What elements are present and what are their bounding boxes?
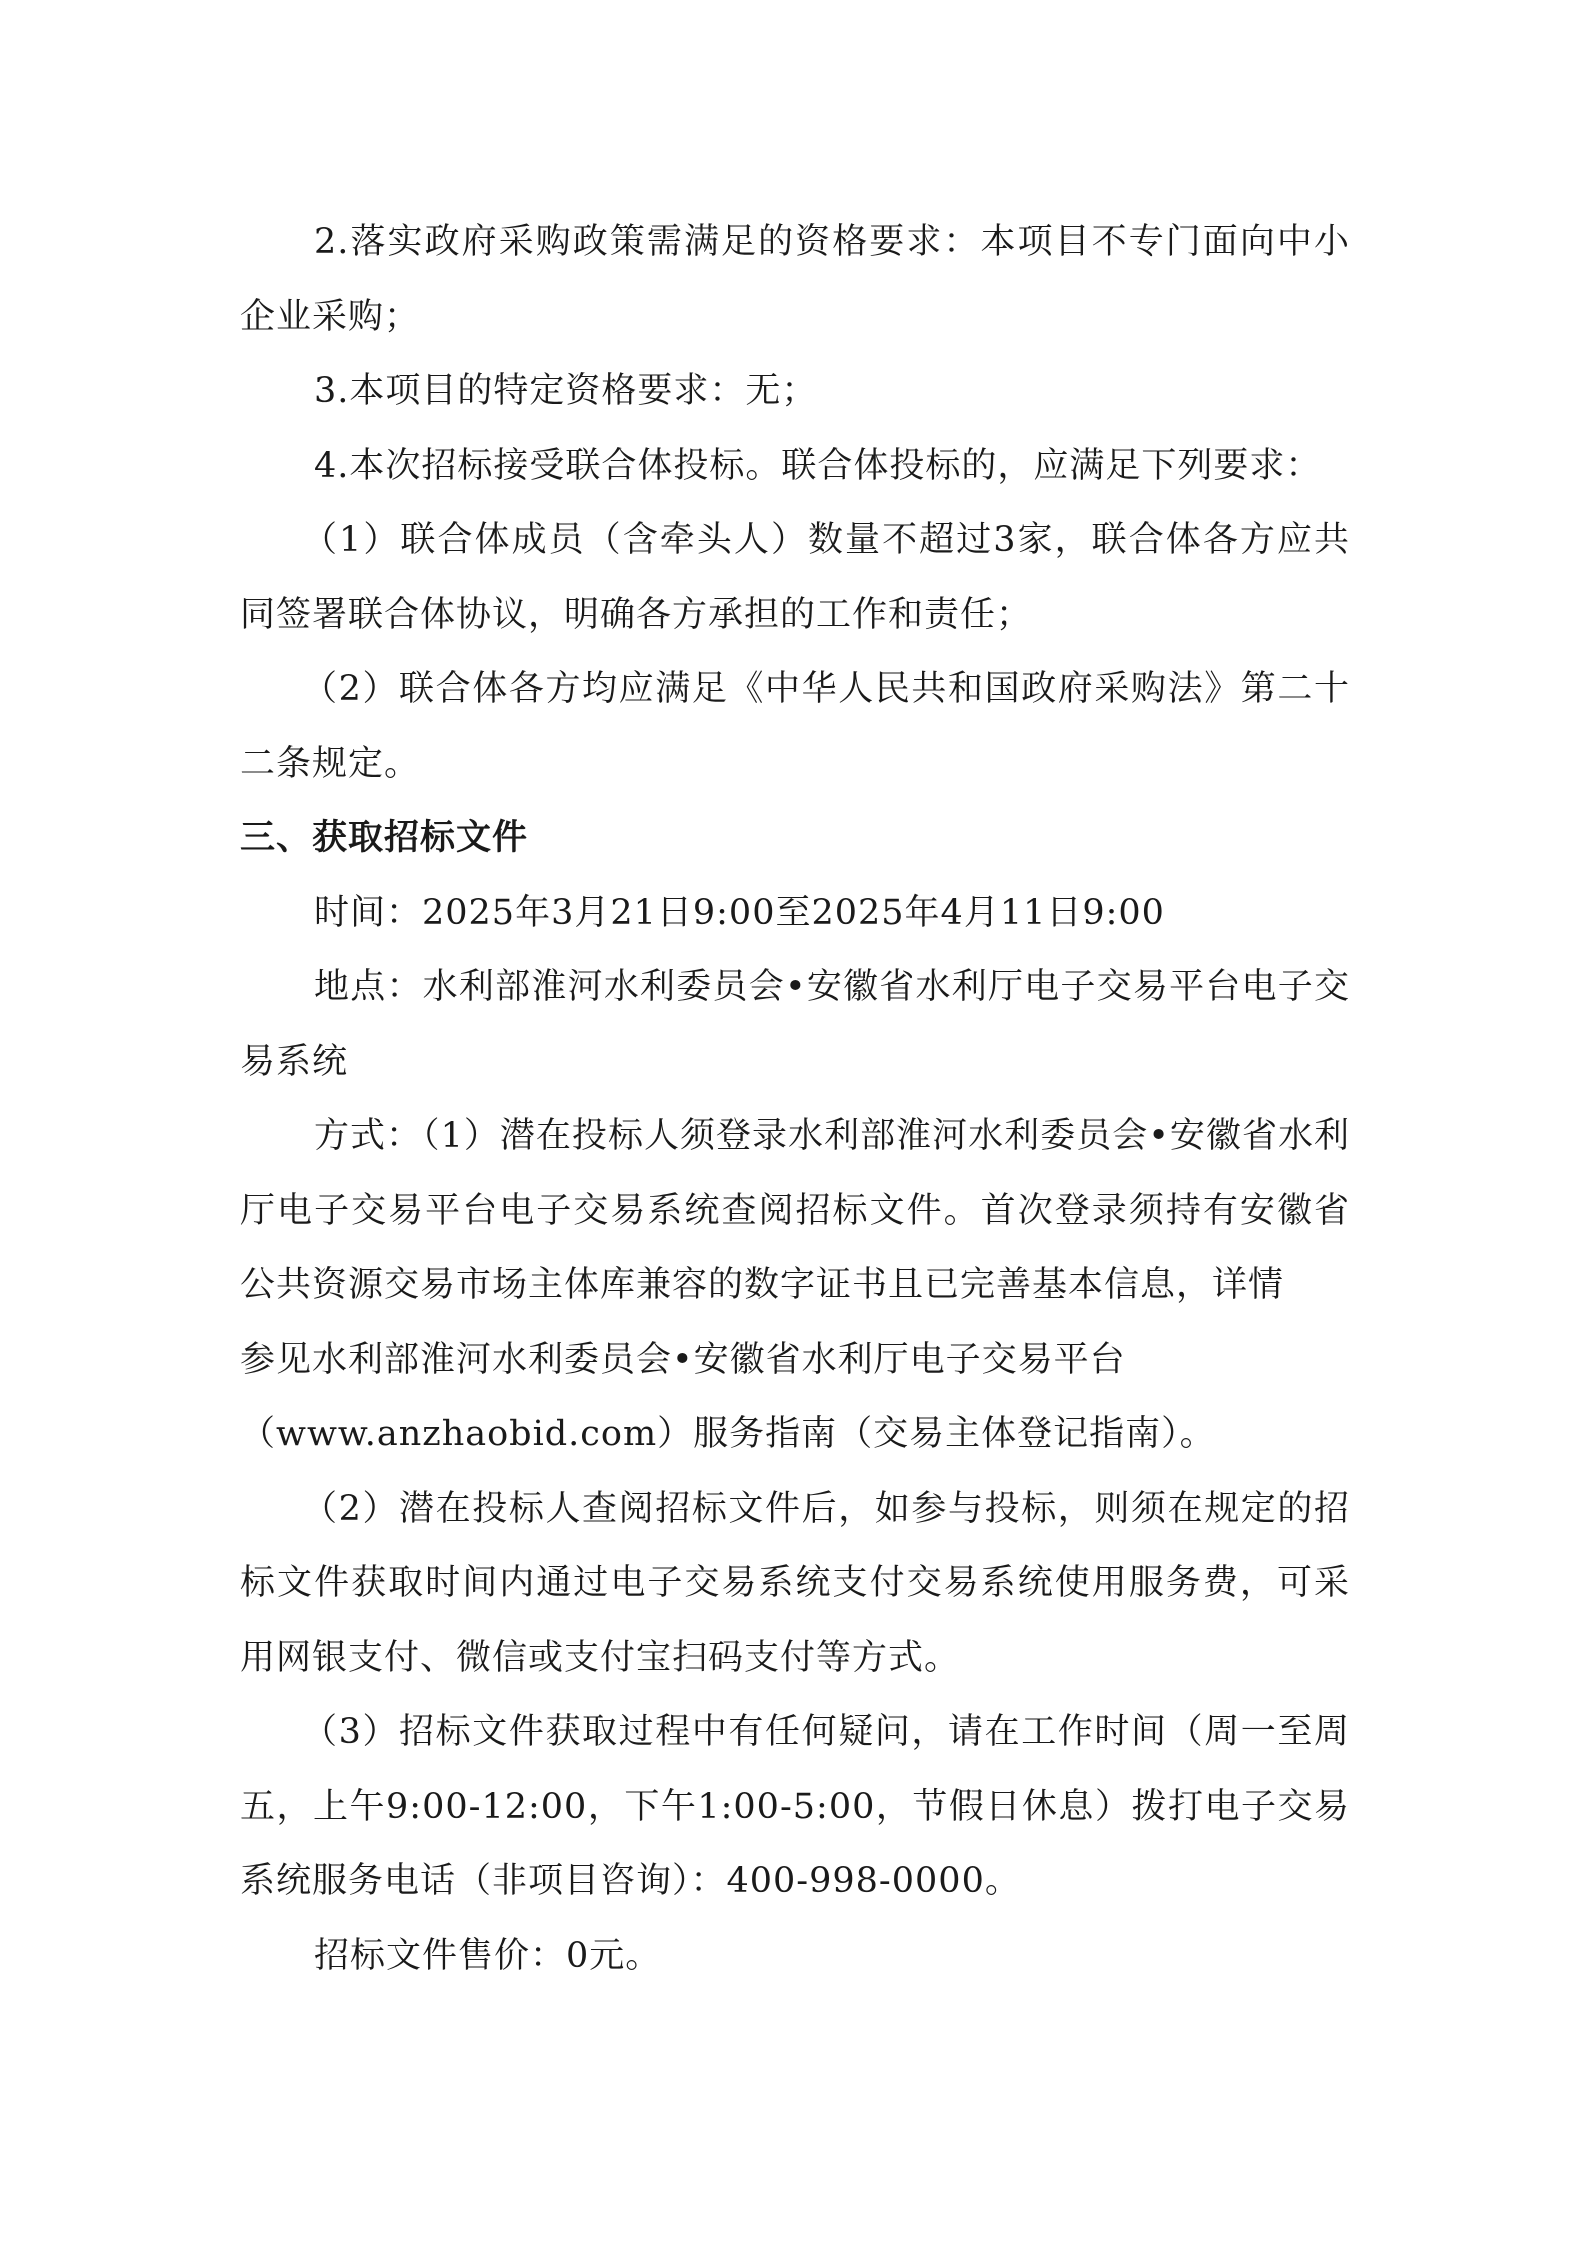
paragraph-qualification-3: 3.本项目的特定资格要求：无； <box>314 371 818 411</box>
section-heading: 三、获取招标文件 <box>240 818 529 858</box>
paragraph-consortium-2: （2）联合体各方均应满足《中华人民共和国政府采购法》第二十二条规定。 <box>240 669 1350 784</box>
paragraph-location: 地点：水利部淮河水利委员会•安徽省水利厅电子交易平台电子交易系统 <box>240 967 1350 1082</box>
paragraph-method-1-platform: 参见水利部淮河水利委员会•安徽省水利厅电子交易平台 <box>240 1339 1126 1380</box>
document-body <box>240 205 1350 1993</box>
paragraph-consortium-1: （1）联合体成员（含牵头人）数量不超过3家，联合体各方应共同签署联合体协议，明确各方承担的工作和责任； <box>240 520 1350 635</box>
paragraph-method-3: （3）招标文件获取过程中有任何疑问，请在工作时间（周一至周五，上午9:00-12:00，下午1:00-5:00，节假日休息）拨打电子交易系统服务电话（非项目咨询）：400-998-0000。 <box>240 1712 1350 1901</box>
paragraph-price: 招标文件售价：0元。 <box>314 1935 662 1976</box>
paragraph-qualification-4: 4.本次招标接受联合体投标。联合体投标的，应满足下列要求： <box>314 445 1322 486</box>
paragraph-qualification-2: 2.落实政府采购政策需满足的资格要求：本项目不专门面向中小企业采购； <box>240 222 1350 337</box>
paragraph-method-2: （2）潜在投标人查阅招标文件后，如参与投标，则须在规定的招标文件获取时间内通过电子交易系统支付交易系统使用服务费，可采用网银支付、微信或支付宝扫码支付等方式。 <box>240 1488 1350 1678</box>
paragraph-time: 时间：2025年3月21日9:00至2025年4月11日9:00 <box>314 892 1165 933</box>
paragraph-method-1: 方式：（1）潜在投标人须登录水利部淮河水利委员会•安徽省水利厅电子交易平台电子交易系统查阅招标文件。首次登录须持有安徽省公共资源交易市场主体库兼容的数字证书且已完善基本信息，详情 <box>240 1116 1350 1305</box>
paragraph-method-1-link: （www.anzhaobid.com）服务指南（交易主体登记指南）。 <box>240 1414 1216 1454</box>
